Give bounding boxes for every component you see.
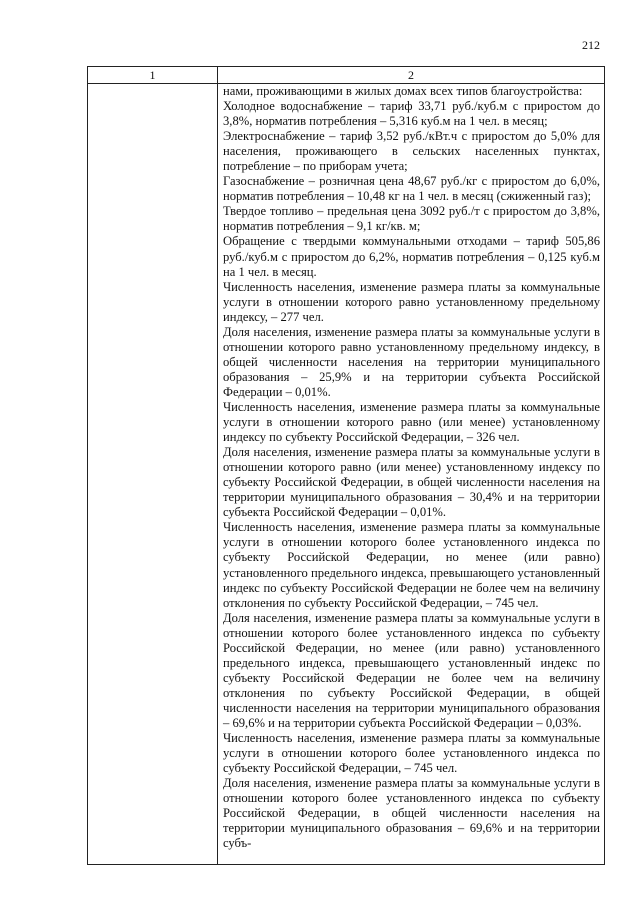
paragraph: Численность населения, изменение размера платы за коммунальные услуги в отношении которого равно установленному предельному индексу, – 277 чел. [223,279,600,324]
paragraph: Доля населения, изменение размера платы за коммунальные услуги в отношении которого равно (или менее) установленному индексу по субъекту Российской Федерации, в общей численности населения на территории муниципального образования – 30,4% и на территории субъекта Российской Федерации – 0,01%. [223,445,600,520]
paragraph: Доля населения, изменение размера платы за коммунальные услуги в отношении которого более установленного индекса по субъекту Российской Федерации, в общей численности населения на территории муниципального образования – 69,6% и на территории субъ- [223,776,600,851]
table-body-row [88,84,605,865]
column-1-cell [88,84,218,865]
paragraph: Твердое топливо – предельная цена 3092 руб./т с приростом до 3,8%, норматив потребления – 9,1 кг/кв. м; [223,204,600,234]
document-table [87,66,605,865]
paragraph: Холодное водоснабжение – тариф 33,71 руб./куб.м с приростом до 3,8%, норматив потребления – 5,316 куб.м на 1 чел. в месяц; [223,99,600,129]
paragraph: Численность населения, изменение размера платы за коммунальные услуги в отношении которого более установленного индекса по субъекту Российской Федерации, но менее (или равно) установленного предельного индекса, превышающего установленный индекс по субъекту Российской Федерации не более чем на величину отклонения по субъекту Российской Федерации, – 745 чел. [223,520,600,610]
paragraph: Численность населения, изменение размера платы за коммунальные услуги в отношении которого более установленного индекса по субъекту Российской Федерации, – 745 чел. [223,731,600,776]
paragraph: Газоснабжение – розничная цена 48,67 руб./кг с приростом до 6,0%, норматив потребления – 10,48 кг на 1 чел. в месяц (сжиженный газ); [223,174,600,204]
column-2-header: 2 [218,67,605,84]
page-number: 212 [582,38,600,52]
column-2-cell [218,84,605,865]
column-1-header: 1 [88,67,218,84]
paragraph: Доля населения, изменение размера платы за коммунальные услуги в отношении которого равно установленному предельному индексу, в общей численности населения на территории муниципального образования – 25,9% и на территории субъекта Российской Федерации – 0,01%. [223,324,600,399]
paragraph: Численность населения, изменение размера платы за коммунальные услуги в отношении которого равно (или менее) установленному индексу по субъекту Российской Федерации, – 326 чел. [223,399,600,445]
paragraph-list [218,84,604,851]
table-header-row [88,67,605,84]
paragraph: Обращение с твердыми коммунальными отходами – тариф 505,86 руб./куб.м с приростом до 6,2%, норматив потребления – 0,125 куб.м на 1 чел. в месяц. [223,234,600,279]
paragraph: Доля населения, изменение размера платы за коммунальные услуги в отношении которого более установленного индекса по субъекту Российской Федерации, но менее (или равно) установленного предельного индекса, превышающего установленный индекс по субъекту Российской Федерации не более чем на величину отклонения по субъекту Российской Федерации, в общей численности населения на территории муниципального образования – 69,6% и на территории субъекта Российской Федерации – 0,03%. [223,610,600,730]
paragraph: Электроснабжение – тариф 3,52 руб./кВт.ч с приростом до 5,0% для населения, проживающего в сельских населенных пунктах, потребление – по приборам учета; [223,129,600,174]
paragraph: нами, проживающими в жилых домах всех типов благоустройства: [223,84,583,98]
